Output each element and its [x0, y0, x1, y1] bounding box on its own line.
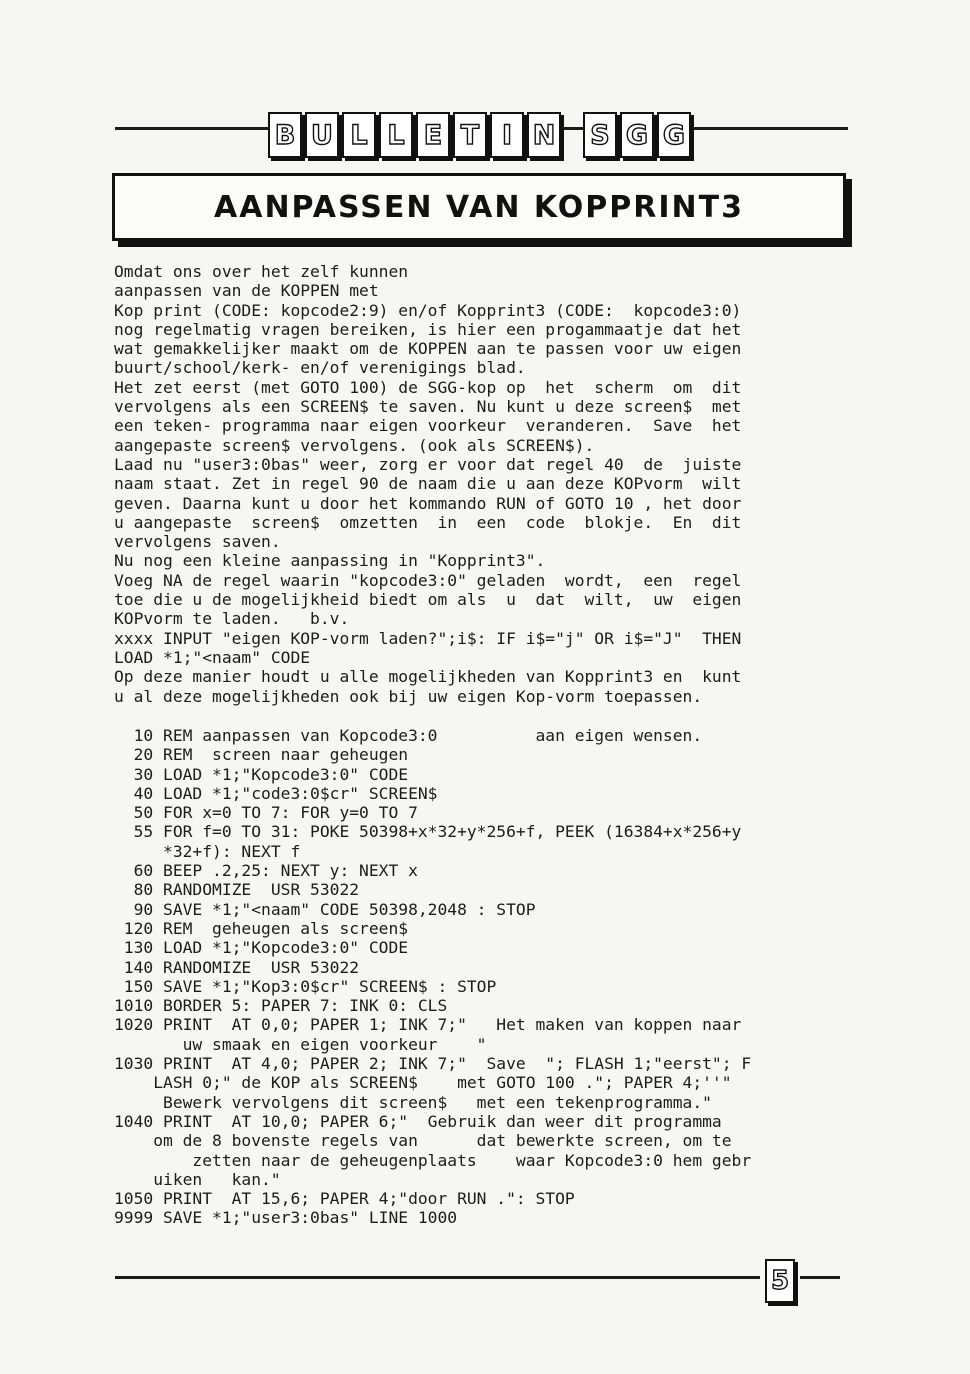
code-line: 10 REM aanpassen van Kopcode3:0 aan eigen wensen.	[114, 726, 703, 745]
masthead-letter: T	[453, 112, 487, 158]
text-line: LOAD *1;"<naam" CODE	[114, 647, 311, 667]
text-line: nog regelmatig vragen bereiken, is hier een progammaatje dat het	[114, 319, 742, 339]
bottom-rule	[115, 1276, 760, 1279]
code-line: uw smaak en eigen voorkeur "	[114, 1034, 487, 1054]
code-line: 1020 PRINT AT 0,0; PAPER 1; INK 7;" Het maken van koppen naar	[114, 1015, 742, 1035]
text-line: Kop print (CODE: kopcode2:9) en/of Kopprint3 (CODE: kopcode3:0)	[114, 300, 742, 320]
text-line: Nu nog een kleine aanpassing in "Kopprint3".	[114, 551, 546, 571]
masthead-letter: B	[268, 112, 302, 158]
bottom-rule-end	[800, 1276, 840, 1279]
code-line: zetten naar de geheugenplaats waar Kopcode3:0 hem gebr	[114, 1150, 752, 1170]
text-line: geven. Daarna kunt u door het kommando RUN of GOTO 10 , het door	[114, 493, 742, 513]
masthead-letter: U	[305, 112, 339, 158]
text-line: aanpassen van de KOPPEN met	[114, 281, 379, 301]
text-line: wat gemakkelijker maakt om de KOPPEN aan te passen voor uw eigen	[114, 339, 742, 359]
intro-text	[114, 262, 859, 706]
text-line: xxxx INPUT "eigen KOP-vorm laden?";i$: IF i$="j" OR i$="J" THEN	[114, 628, 742, 648]
text-line: aangepaste screen$ vervolgens. (ook als SCREEN$).	[114, 435, 595, 455]
bulletin-sgg-masthead	[268, 112, 691, 158]
text-line: Op deze manier houdt u alle mogelijkheden van Kopprint3 en kunt	[114, 667, 742, 687]
text-line: toe die u de mogelijkheid biedt om als u dat wilt, uw eigen	[114, 590, 742, 610]
article-title-box	[112, 173, 846, 241]
masthead-letter: S	[583, 112, 617, 158]
code-line: om de 8 bovenste regels van dat bewerkte screen, om te	[114, 1131, 732, 1151]
code-line: *32+f): NEXT f	[114, 841, 301, 861]
code-line: 120 REM geheugen als screen$	[114, 918, 409, 938]
code-line: uiken kan."	[114, 1169, 281, 1189]
article-title: AANPASSEN VAN KOPPRINT3	[214, 189, 744, 225]
text-line: KOPvorm te laden. b.v.	[114, 609, 350, 629]
text-line: een teken- programma naar eigen voorkeur veranderen. Save het	[114, 416, 742, 436]
text-line: Voeg NA de regel waarin "kopcode3:0" geladen wordt, een regel	[114, 570, 742, 590]
page-number: 5	[765, 1259, 795, 1303]
code-line: 50 FOR x=0 TO 7: FOR y=0 TO 7	[114, 803, 418, 823]
text-line: buurt/school/kerk- en/of verenigings blad.	[114, 358, 526, 378]
code-line: 130 LOAD *1;"Kopcode3:0" CODE	[114, 938, 409, 958]
masthead-letter: L	[379, 112, 413, 158]
code-line: 140 RANDOMIZE USR 53022	[114, 957, 360, 977]
code-line: 55 FOR f=0 TO 31: POKE 50398+x*32+y*256+f, PEEK (16384+x*256+y	[114, 822, 742, 842]
code-line: 20 REM screen naar geheugen	[114, 745, 409, 765]
code-line: LASH 0;" de KOP als SCREEN$ met GOTO 100 ."; PAPER 4;''"	[114, 1073, 732, 1093]
text-line: vervolgens als een SCREEN$ te saven. Nu kunt u deze screen$ met	[114, 397, 742, 417]
code-line: 1050 PRINT AT 15,6; PAPER 4;"door RUN .": STOP	[114, 1189, 575, 1209]
code-line: 40 LOAD *1;"code3:0$cr" SCREEN$	[114, 783, 438, 803]
text-line: Omdat ons over het zelf kunnen	[114, 262, 409, 281]
text-line: Laad nu "user3:0bas" weer, zorg er voor dat regel 40 de juiste	[114, 454, 742, 474]
masthead-letter: G	[620, 112, 654, 158]
masthead-letter: I	[490, 112, 524, 158]
code-line: 30 LOAD *1;"Kopcode3:0" CODE	[114, 764, 409, 784]
code-line: 150 SAVE *1;"Kop3:0$cr" SCREEN$ : STOP	[114, 976, 497, 996]
text-line: u aangepaste screen$ omzetten in een code blokje. En dit	[114, 512, 742, 532]
masthead-letter: N	[527, 112, 561, 158]
code-line: Bewerk vervolgens dit screen$ met een tekenprogramma."	[114, 1092, 712, 1112]
code-line: 9999 SAVE *1;"user3:0bas" LINE 1000	[114, 1208, 458, 1228]
code-line: 80 RANDOMIZE USR 53022	[114, 880, 360, 900]
masthead-letter: E	[416, 112, 450, 158]
code-line: 60 BEEP .2,25: NEXT y: NEXT x	[114, 861, 418, 881]
code-line: 1040 PRINT AT 10,0; PAPER 6;" Gebruik dan weer dit programma	[114, 1111, 722, 1131]
code-line: 1010 BORDER 5: PAPER 7: INK 0: CLS	[114, 996, 448, 1016]
text-line: naam staat. Zet in regel 90 de naam die u aan deze KOPvorm wilt	[114, 474, 742, 494]
masthead-letter: G	[657, 112, 691, 158]
text-line: Het zet eerst (met GOTO 100) de SGG-kop op het scherm om dit	[114, 377, 742, 397]
code-line: 1030 PRINT AT 4,0; PAPER 2; INK 7;" Save "; FLASH 1;"eerst"; F	[114, 1054, 752, 1074]
text-line: vervolgens saven.	[114, 532, 281, 552]
code-line: 90 SAVE *1;"<naam" CODE 50398,2048 : STOP	[114, 899, 536, 919]
masthead-letter: L	[342, 112, 376, 158]
basic-listing	[114, 726, 859, 1228]
text-line: u al deze mogelijkheden ook bij uw eigen Kop-vorm toepassen.	[114, 686, 703, 706]
